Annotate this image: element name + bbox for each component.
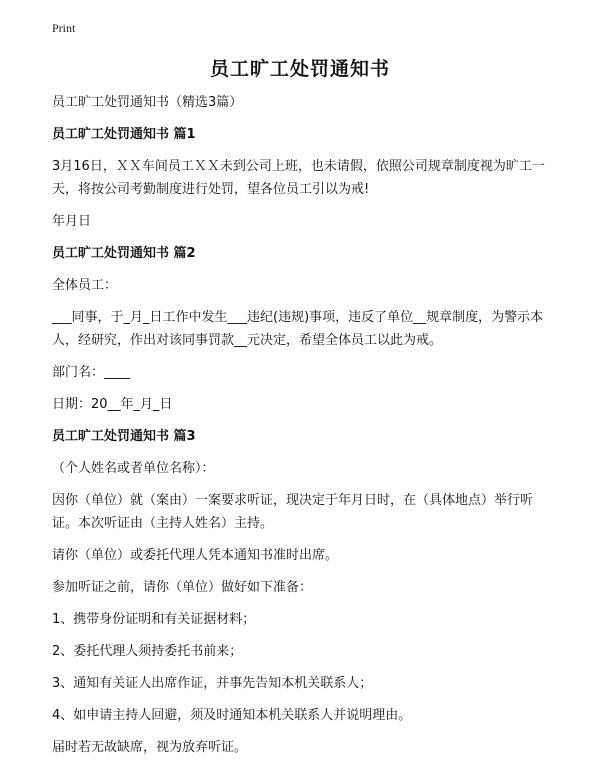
paragraph: 年月日 (52, 214, 92, 229)
paragraph: 请你（单位）或委托代理人凭本通知书准时出席。 (52, 548, 339, 563)
paragraph: 届时若无故缺席，视为放弃听证。 (52, 740, 248, 755)
document-subtitle: 员工旷工处罚通知书（精选3篇） (52, 95, 243, 110)
list-item: 1、携带身份证明和有关证据材料； (52, 612, 256, 627)
paragraph: 因你（单位）就（案由）一案要求听证，现决定于年月日时，在（具体地点）举行听证。本次听证由（主持人姓名）主持。 (52, 493, 534, 531)
paragraph: 3月16日，ＸＸ车间员工ＸＸ未到公司上班，也未请假，依照公司规章制度视为旷工一天，将按公司考勤制度进行处罚，望各位员工引以为戒! (52, 159, 545, 197)
paragraph: （个人姓名或者单位名称）： (52, 461, 215, 476)
paragraph: 全体员工： (52, 278, 118, 293)
list-item: 3、通知有关证人出席作证，并事先告知本机关联系人； (52, 676, 373, 691)
document-title: 员工旷工处罚通知书 (209, 58, 390, 80)
list-item: 2、委托代理人须持委托书前来； (52, 644, 243, 659)
document-body (52, 91, 552, 768)
paragraph: 部门名：____ (52, 365, 131, 380)
section-heading-1: 员工旷工处罚通知书 篇1 (52, 127, 196, 142)
paragraph: 日期：20__年_月_日 (52, 397, 173, 412)
paragraph: 参加听证之前，请你（单位）做好如下准备： (52, 580, 313, 595)
print-link[interactable]: Print (52, 21, 76, 35)
section-heading-2: 员工旷工处罚通知书 篇2 (52, 246, 196, 261)
section-heading-3: 员工旷工处罚通知书 篇3 (52, 429, 196, 444)
paragraph: ___同事，于_月_日工作中发生___违纪(违规)事项，违反了单位__规章制度，为警示本人，经研究，作出对该同事罚款__元决定，希望全体员工以此为戒。 (52, 310, 544, 348)
list-item: 4、如申请主持人回避，须及时通知本机关联系人并说明理由。 (52, 708, 412, 723)
